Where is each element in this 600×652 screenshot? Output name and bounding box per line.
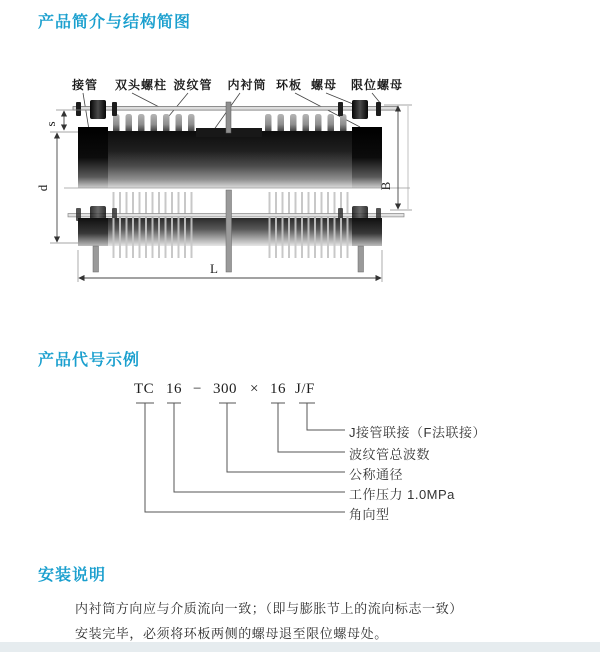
left-collar: [78, 127, 108, 188]
part-label-stud-bolt: 双头螺柱: [114, 78, 168, 92]
dimension-d: [35, 132, 78, 243]
code-note-connection: J接管联接（F法联接）: [349, 425, 486, 440]
code-part-type: TC: [134, 381, 155, 397]
code-part-connection: J/F: [295, 381, 315, 397]
left-collar-lower: [78, 218, 108, 246]
part-label-connecting-pipe: 接管: [71, 78, 99, 92]
code-note-nominal-diameter: 公称通径: [349, 467, 404, 482]
right-collar: [352, 127, 382, 188]
part-label-inner-liner: 内衬筒: [227, 78, 267, 92]
tie-rod-upper: [73, 107, 397, 111]
svg-text:B: B: [378, 181, 393, 191]
code-part-pressure: 16: [166, 381, 182, 397]
code-connector-lines: [0, 398, 600, 528]
svg-text:d: d: [35, 184, 50, 192]
intro-section-heading: 产品简介与结构简图: [38, 14, 192, 31]
part-label-nut: 螺母: [310, 78, 338, 92]
code-note-working-pressure: 工作压力 1.0MPa: [349, 487, 455, 502]
install-section-heading: 安装说明: [38, 567, 107, 584]
part-label-ring-plate: 环板: [275, 78, 303, 92]
svg-text:s: s: [43, 121, 58, 127]
lower-bellows-stripes-left: [112, 218, 196, 246]
diagram-part-labels: [71, 77, 403, 92]
install-note-line-1: 内衬筒方向应与介质流向一致；（即与膨胀节上的流向标志一致）: [75, 601, 463, 616]
code-note-angular-type: 角向型: [349, 507, 390, 522]
bellows-body: [78, 131, 382, 188]
dimension-b: [378, 105, 412, 210]
right-collar-lower: [352, 218, 382, 246]
code-part-times: ×: [250, 381, 259, 397]
center-stud-upper: [226, 102, 231, 133]
part-label-limit-nut: 限位螺母: [350, 78, 404, 92]
code-part-diameter: 300: [213, 381, 237, 397]
structure-diagram: [0, 60, 600, 300]
part-label-bellows: 波纹管: [173, 78, 213, 92]
code-part-dash: −: [193, 381, 202, 397]
code-part-waves: 16: [270, 381, 286, 397]
install-note-line-2: 安装完毕，必须将环板两侧的螺母退至限位螺母处。: [75, 626, 388, 641]
code-note-wave-count: 波纹管总波数: [349, 447, 431, 462]
svg-text:L: L: [210, 261, 218, 276]
code-section-heading: 产品代号示例: [38, 352, 141, 369]
lower-bellows-stripes-right: [264, 218, 349, 246]
footer-strip: [0, 642, 600, 652]
